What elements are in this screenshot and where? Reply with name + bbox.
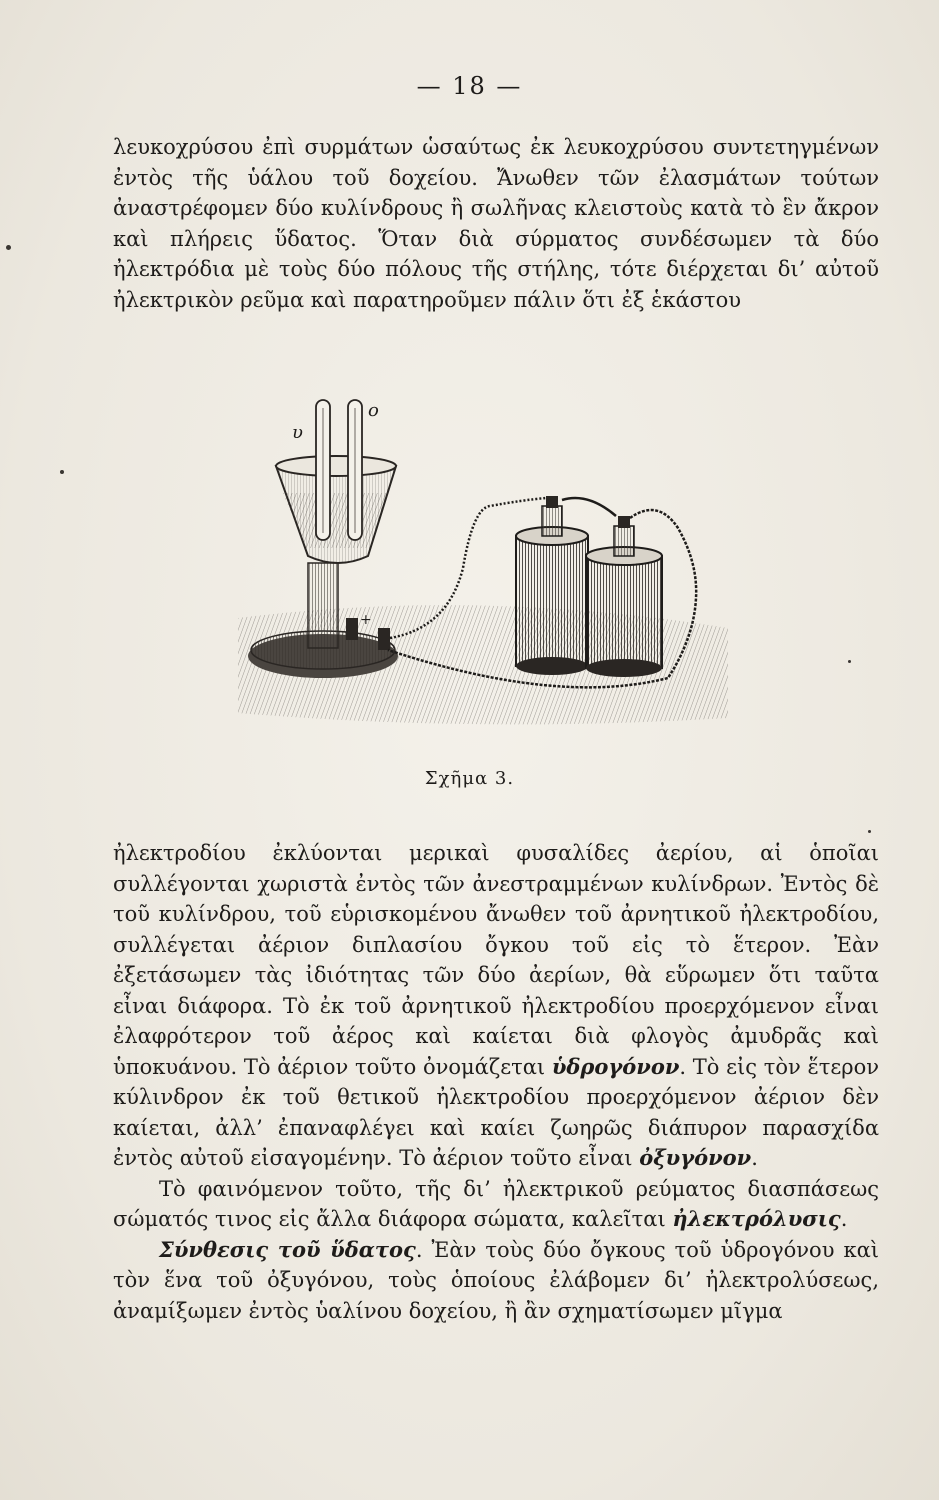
- paper-speck: [868, 830, 871, 833]
- term-hydrogen: ὑδρογόνον: [551, 1053, 680, 1079]
- tube-label-right: ο: [368, 400, 379, 421]
- battery-cell-left: [516, 496, 588, 675]
- paragraph-electrolysis-definition: Τὸ φαινόμενον τοῦτο, τῆς δι’ ἠλεκτρικοῦ ρεύματος διασπάσεως σώματός τινος εἰς ἄλλα διάφορα σώματα, καλεῖται ἠλεκτρόλυσις.: [113, 1176, 879, 1231]
- top-text: [113, 132, 879, 315]
- paragraph-synthesis: Σύνθεσις τοῦ ὕδατος. Ἐὰν τοὺς δύο ὄγκους τοῦ ὑδρογόνου καὶ τὸν ἕνα τοῦ ὀξυγόνου, τοὺς ὁποίους ἐλάβομεν δι’ ἠλεκτρολύσεως, ἀναμίξωμεν ἐντὸς ὑαλίνου δοχείου, ἢ ἂν σχηματίσωμεν μῖγμα: [113, 1236, 879, 1323]
- section-heading-synthesis: Σύνθεσις τοῦ ὕδατος: [159, 1236, 416, 1262]
- electrolysis-figure: [228, 388, 738, 728]
- svg-text:+: +: [360, 612, 372, 628]
- wire-middle: [562, 498, 616, 516]
- paper-speck: [6, 245, 11, 250]
- figure-caption: Σχῆμα 3.: [424, 768, 515, 789]
- term-oxygen: ὀξυγόνον: [639, 1145, 752, 1170]
- body-text: [113, 838, 879, 1326]
- tube-label-left: υ: [292, 422, 303, 443]
- top-paragraph: λευκοχρύσου ἐπὶ συρμάτων ὡσαύτως ἐκ λευκοχρύσου συντετηγμένων ἐντὸς τῆς ὑάλου τοῦ δοχείου. Ἄνωθεν τῶν ἐλασμάτων τούτων ἀναστρέφομεν δύο κυλίνδρους ἢ σωλῆνας κλειστοὺς κατὰ τὸ ἓν ἄκρον καὶ πλήρεις ὕδατος. Ὅταν διὰ σύρματος συνδέσωμεν τὰ δύο ἠλεκτρόδια μὲ τοὺς δύο πόλους τῆς στήλης, τότε διέρχεται δι’ αὐτοῦ ἠλεκτρικὸν ρεῦμα καὶ παρατηροῦμεν πάλιν ὅτι ἐξ ἑκάστου: [113, 135, 879, 312]
- voltameter-stem: [308, 563, 338, 648]
- paper-speck: [848, 660, 851, 663]
- battery-cell-right: [586, 516, 662, 677]
- term-electrolysis: ἠλεκτρόλυσις: [672, 1206, 841, 1231]
- page-number: — 18 —: [416, 72, 523, 100]
- paper-speck: [60, 470, 64, 474]
- paragraph-electrolysis-results: ἠλεκτροδίου ἐκλύονται μερικαὶ φυσαλίδες ἀερίου, αἱ ὁποῖαι συλλέγονται χωριστὰ ἐντὸς τῶν ἀνεστραμμένων κυλίνδρων. Ἐντὸς δὲ τοῦ κυλίνδρου, τοῦ εὑρισκομένου ἄνωθεν τοῦ ἀρνητικοῦ ἠλεκτροδίου, συλλέγεται ἀέριον διπλασίου ὄγκου τοῦ εἰς τὸ ἕτερον. Ἐὰν ἐξετάσωμεν τὰς ἰδιότητας τῶν δύο ἀερίων, θὰ εὕρωμεν ὅτι ταῦτα εἶναι διάφορα. Τὸ ἐκ τοῦ ἀρνητικοῦ ἠλεκτροδίου προερχόμενον εἶναι ἐλαφρότερον τοῦ ἀέρος καὶ καίεται διὰ φλογὸς ἀμυδρᾶς καὶ ὑποκυάνου. Τὸ ἀέριον τοῦτο ὀνομάζεται ὑδρογόνον. Τὸ εἰς τὸν ἕτερον κύλινδρον ἐκ τοῦ θετικοῦ ἠλεκτροδίου προερχόμενον ἀέριον δὲν καίεται, ἀλλ’ ἐπαναφλέγει καὶ καίει ζωηρῶς διάπυρον παρασχίδα ἐντὸς αὐτοῦ εἰσαγομένην. Τὸ ἀέριον τοῦτο εἶναι ὀξυγόνον.: [113, 841, 879, 1170]
